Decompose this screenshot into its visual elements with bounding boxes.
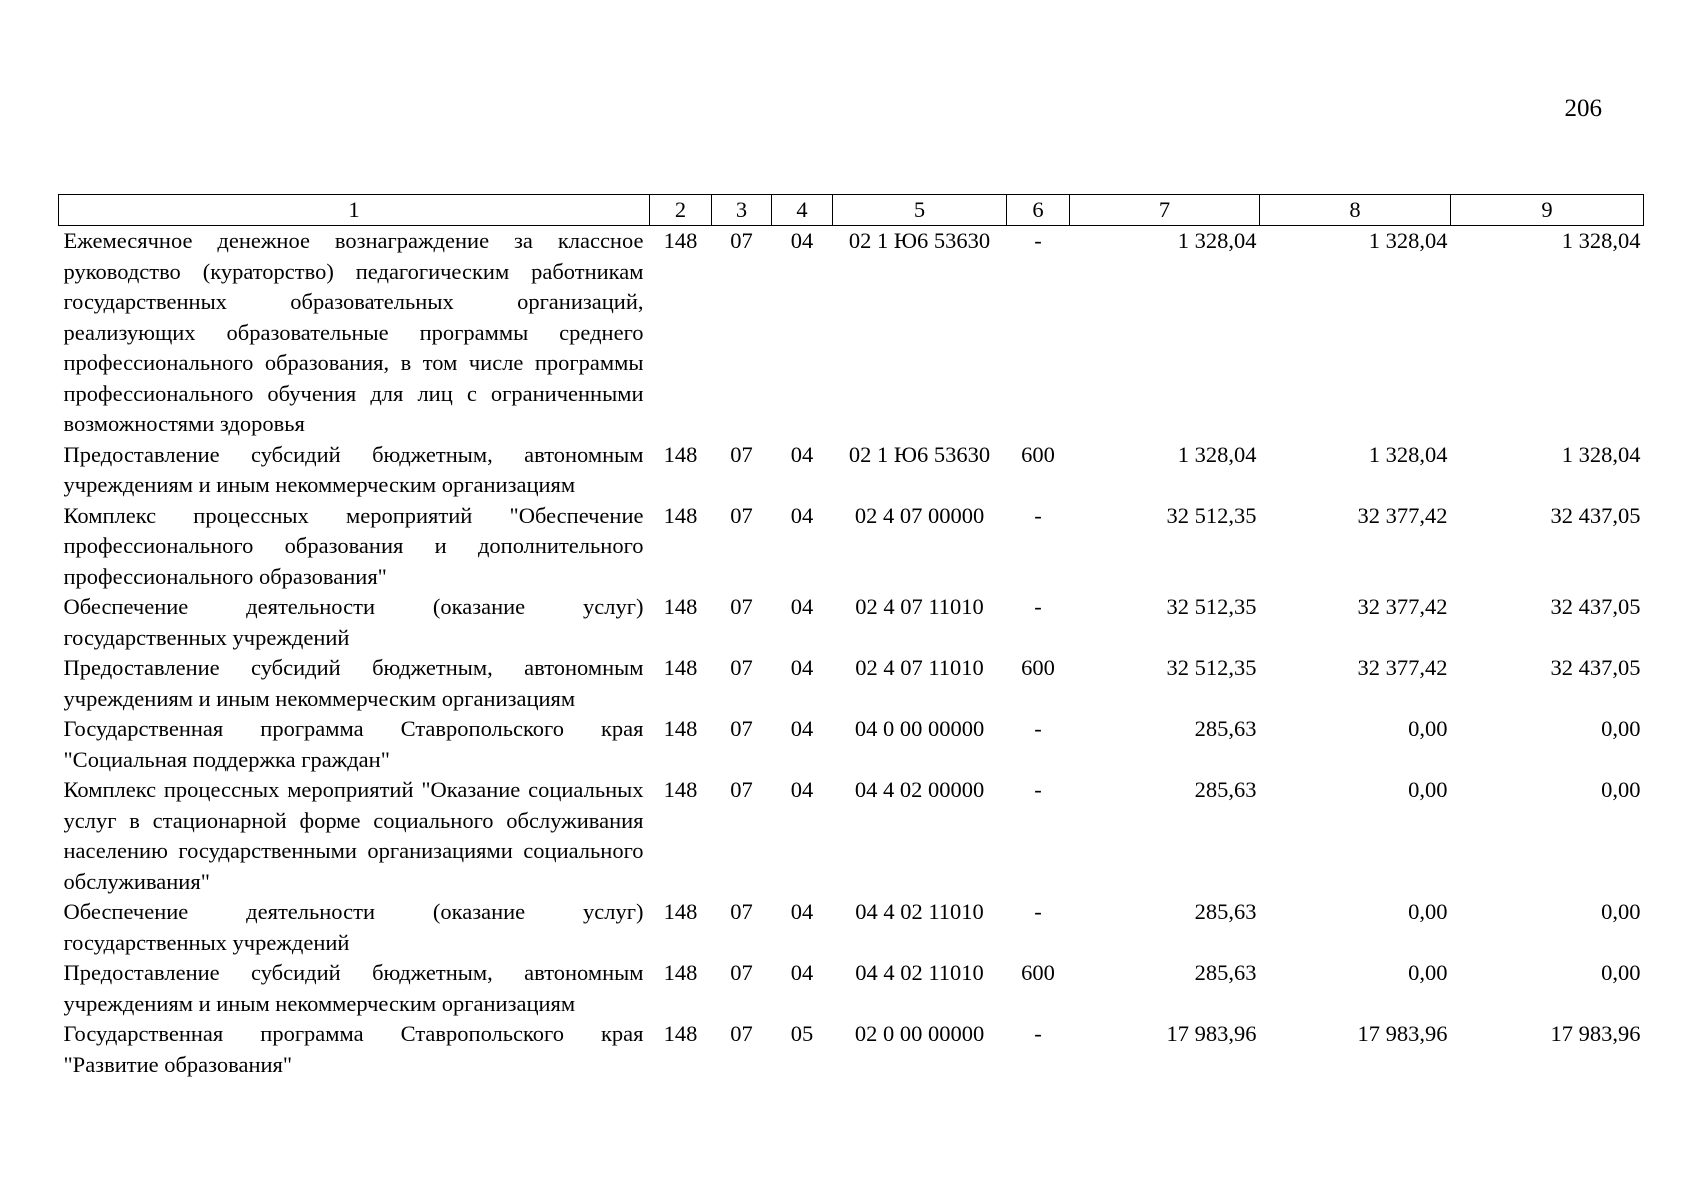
table-row [59, 897, 1644, 958]
cell-admin-code: 148 [663, 716, 698, 741]
cell-amount-col7: 285,63 [1194, 899, 1257, 924]
table-row [59, 714, 1644, 775]
cell-admin-code: 148 [663, 899, 698, 924]
column-header-3: 3 [712, 195, 772, 226]
cell-admin-code: 148 [663, 1021, 698, 1046]
column-header-8: 8 [1260, 195, 1451, 226]
cell-expense-type: - [1034, 716, 1042, 741]
row-description: Государственная программа Ставропольского края "Развитие образования" [63, 1021, 644, 1077]
cell-amount-col7: 32 512,35 [1166, 594, 1257, 619]
cell-amount-col8: 32 377,42 [1357, 502, 1448, 528]
row-description: Комплекс процессных мероприятий "Оказание социальных услуг в стационарной форме социального обслуживания населению государственными организациями социального обслуживания" [63, 777, 644, 894]
cell-section: 07 [730, 960, 753, 985]
cell-amount-col9: 0,00 [1601, 899, 1641, 924]
row-description: Государственная программа Ставропольского края "Социальная поддержка граждан" [63, 716, 644, 772]
cell-amount-col7: 1 328,04 [1177, 441, 1257, 467]
cell-section: 07 [730, 502, 753, 528]
cell-admin-code: 148 [663, 960, 698, 985]
column-header-2: 2 [650, 195, 712, 226]
table-row [59, 958, 1644, 1019]
cell-amount-col8: 32 377,42 [1357, 655, 1448, 680]
table-row [59, 1019, 1644, 1080]
cell-expense-type: - [1034, 502, 1042, 528]
cell-amount-col7: 285,63 [1194, 777, 1257, 802]
cell-target-article: 04 4 02 11010 [855, 960, 984, 985]
table-header [59, 195, 1644, 226]
cell-amount-col9: 0,00 [1601, 777, 1641, 802]
cell-target-article: 04 4 02 00000 [854, 777, 985, 802]
column-header-6: 6 [1007, 195, 1070, 226]
table-row [59, 592, 1644, 653]
cell-subsection: 04 [790, 228, 814, 253]
cell-subsection: 04 [790, 960, 814, 985]
cell-subsection: 04 [790, 655, 814, 680]
cell-amount-col7: 285,63 [1194, 716, 1257, 741]
cell-admin-code: 148 [663, 228, 698, 253]
cell-amount-col8: 1 328,04 [1368, 228, 1448, 253]
cell-subsection: 04 [790, 899, 814, 924]
cell-expense-type: - [1034, 228, 1042, 253]
row-description: Предоставление субсидий бюджетным, автономным учреждениям и иным некоммерческим организациям [63, 655, 644, 711]
cell-subsection: 04 [790, 594, 814, 619]
cell-admin-code: 148 [663, 441, 698, 467]
cell-admin-code: 148 [663, 777, 698, 802]
cell-expense-type: 600 [1021, 441, 1055, 467]
cell-amount-col7: 32 512,35 [1166, 502, 1257, 528]
column-header-4: 4 [772, 195, 833, 226]
cell-expense-type: 600 [1021, 960, 1055, 985]
table-row [59, 653, 1644, 714]
table-row [59, 775, 1644, 897]
cell-target-article: 02 4 07 00000 [854, 502, 985, 528]
cell-section: 07 [730, 594, 753, 619]
cell-subsection: 04 [790, 441, 814, 467]
cell-amount-col9: 0,00 [1601, 960, 1641, 985]
header-row [59, 195, 1644, 226]
column-header-9: 9 [1451, 195, 1644, 226]
cell-amount-col9: 32 437,05 [1550, 594, 1641, 619]
cell-subsection: 04 [790, 502, 814, 528]
cell-target-article: 04 0 00 00000 [854, 716, 985, 741]
column-header-1: 1 [59, 195, 650, 226]
cell-amount-col7: 32 512,35 [1166, 655, 1257, 680]
cell-admin-code: 148 [663, 502, 698, 528]
cell-expense-type: - [1034, 594, 1042, 619]
column-header-5: 5 [833, 195, 1007, 226]
cell-section: 07 [730, 655, 753, 680]
row-description: Ежемесячное денежное вознаграждение за классное руководство (кураторство) педагогическим работникам государственных образовательных организаций, реализующих образовательные программы среднего профессионального образования, в том числе программы профессионального обучения для лиц с ограниченными возможностями здоровья [63, 228, 644, 436]
cell-section: 07 [730, 1021, 753, 1046]
row-description: Обеспечение деятельности (оказание услуг) государственных учреждений [63, 899, 644, 955]
page-number: 206 [1564, 95, 1602, 122]
cell-subsection: 05 [790, 1021, 814, 1046]
cell-amount-col8: 1 328,04 [1368, 441, 1448, 467]
cell-amount-col9: 1 328,04 [1561, 441, 1641, 467]
cell-amount-col7: 17 983,96 [1166, 1021, 1257, 1046]
cell-admin-code: 148 [663, 594, 698, 619]
cell-amount-col8: 0,00 [1408, 716, 1448, 741]
cell-amount-col9: 17 983,96 [1550, 1021, 1641, 1046]
cell-section: 07 [730, 228, 753, 253]
budget-table [58, 194, 1644, 1080]
table-row [59, 501, 1644, 593]
cell-target-article: 02 1 Ю6 53630 [848, 441, 991, 467]
cell-target-article: 02 0 00 00000 [854, 1021, 985, 1046]
cell-amount-col9: 1 328,04 [1561, 228, 1641, 253]
table-row [59, 226, 1644, 440]
cell-admin-code: 148 [663, 655, 698, 680]
table-body [59, 226, 1644, 1081]
cell-expense-type: 600 [1021, 655, 1055, 680]
row-description: Предоставление субсидий бюджетным, автономным учреждениям и иным некоммерческим организациям [63, 960, 644, 1016]
cell-target-article: 02 1 Ю6 53630 [848, 228, 991, 253]
cell-target-article: 04 4 02 11010 [855, 899, 984, 924]
row-description: Обеспечение деятельности (оказание услуг) государственных учреждений [63, 594, 644, 650]
cell-subsection: 04 [790, 716, 814, 741]
cell-section: 07 [730, 716, 753, 741]
row-description: Предоставление субсидий бюджетным, автономным учреждениям и иным некоммерческим организациям [63, 441, 644, 497]
cell-amount-col9: 32 437,05 [1550, 655, 1641, 680]
cell-expense-type: - [1034, 899, 1042, 924]
cell-amount-col8: 32 377,42 [1357, 594, 1448, 619]
cell-amount-col8: 0,00 [1408, 777, 1448, 802]
cell-amount-col8: 0,00 [1408, 960, 1448, 985]
cell-amount-col8: 17 983,96 [1357, 1021, 1448, 1046]
cell-section: 07 [730, 899, 753, 924]
cell-amount-col9: 0,00 [1601, 716, 1641, 741]
cell-amount-col9: 32 437,05 [1550, 502, 1641, 528]
cell-amount-col8: 0,00 [1408, 899, 1448, 924]
table-row [59, 440, 1644, 501]
column-header-7: 7 [1070, 195, 1260, 226]
cell-section: 07 [730, 777, 753, 802]
row-description: Комплекс процессных мероприятий "Обеспечение профессионального образования и дополнительного профессионального образования" [63, 502, 644, 589]
cell-expense-type: - [1034, 1021, 1042, 1046]
cell-amount-col7: 1 328,04 [1177, 228, 1257, 253]
cell-target-article: 02 4 07 11010 [855, 655, 984, 680]
cell-subsection: 04 [790, 777, 814, 802]
cell-target-article: 02 4 07 11010 [855, 594, 984, 619]
cell-amount-col7: 285,63 [1194, 960, 1257, 985]
cell-expense-type: - [1034, 777, 1042, 802]
cell-section: 07 [730, 441, 753, 467]
